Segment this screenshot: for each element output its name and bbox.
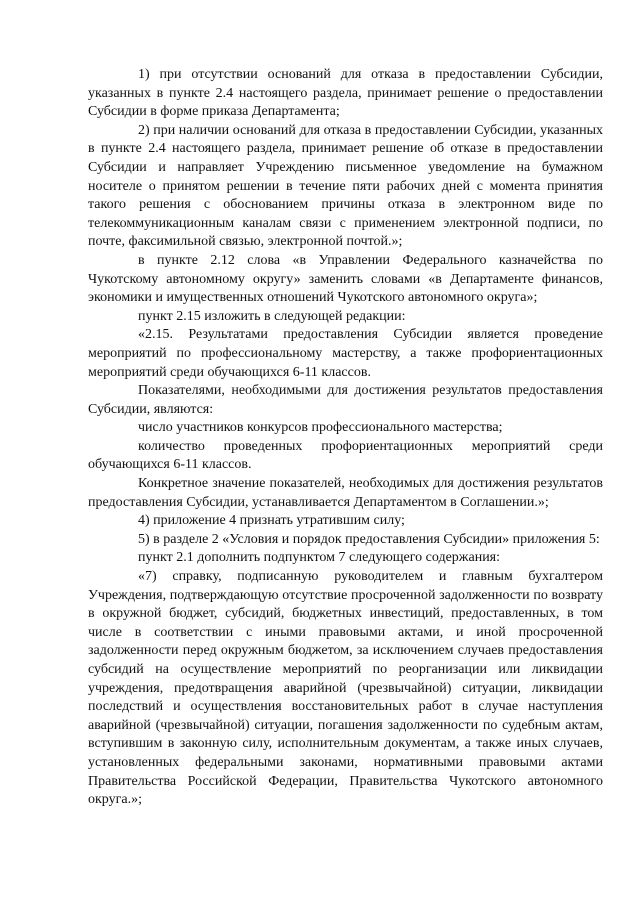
paragraph-subclause-1: 1) при отсутствии оснований для отказа в предоставлении Субсидии, указанных в пункте 2.4 настоящего раздела, принимает решение о предоставлении Субсидии в форме приказа Департамента; bbox=[88, 67, 603, 120]
paragraph-clause-2-15-results: «2.15. Результатами предоставления Субсидии является проведение мероприятий по профессиональному мастерству, а также профориентационных мероприятий среди обучающихся 6-11 классов. bbox=[88, 327, 603, 380]
paragraph-clause-2-15-intro: пункт 2.15 изложить в следующей редакции: bbox=[138, 308, 406, 324]
document-body bbox=[88, 66, 603, 810]
paragraph-appendix-4: 4) приложение 4 признать утратившим силу; bbox=[138, 513, 405, 529]
paragraph-indicators-intro: Показателями, необходимыми для достижения результатов предоставления Субсидии, являются: bbox=[88, 383, 603, 417]
paragraph-subclause-7: «7) справку, подписанную руководителем и главным бухгалтером Учреждения, подтверждающую отсутствие просроченной задолженности по возврату в окружной бюджет, субсидий, бюджетных инвестиций, предоставленных, в том числе в соответствии с иными правовыми актами, и иной просроченной задолженности перед окружным бюджетом, за исключением случаев предоставления субсидий на осуществление мероприятий по реорганизации или ликвидации учреждения, предотвращения аварийной (чрезвычайной) ситуации, ликвидации последствий и осуществления восстановительных работ в случае наступления аварийной (чрезвычайной) ситуации, погашения задолженности по судебным актам, вступившим в законную силу, исполнительным документам, а также иных случаев, установленных федеральными законами, нормативными правовыми актами Правительства Российской Федерации, Правительства Чукотского автономного округа.»; bbox=[88, 569, 603, 808]
paragraph-clause-2-12: в пункте 2.12 слова «в Управлении Федерального казначейства по Чукотскому автономному округу» заменить словами «в Департаменте финансов, экономики и имущественных отношений Чукотского автономного округа»; bbox=[88, 252, 603, 306]
paragraph-indicator-values: Конкретное значение показателей, необходимых для достижения результатов предоставления Субсидии, устанавливается Департаментом в Соглашении.»; bbox=[88, 476, 603, 510]
paragraph-appendix-5: 5) в разделе 2 «Условия и порядок предоставления Субсидии» приложения 5: bbox=[138, 531, 600, 547]
paragraph-indicator-events: количество проведенных профориентационных мероприятий среди обучающихся 6-11 классов. bbox=[88, 438, 603, 473]
paragraph-clause-2-1-intro: пункт 2.1 дополнить подпунктом 7 следующего содержания: bbox=[138, 550, 501, 566]
paragraph-indicator-participants: число участников конкурсов профессионального мастерства; bbox=[138, 420, 503, 436]
paragraph-subclause-2: 2) при наличии оснований для отказа в предоставлении Субсидии, указанных в пункте 2.4 настоящего раздела, принимает решение об отказе в предоставлении Субсидии и направляет Учреждению письменное уведомление на бумажном носителе о принятом решении в течение пяти рабочих дней с момента принятия такого решения с обоснованием причины отказа в электронном виде по телекоммуникационным каналам связи с применением электронной подписи, по почте, факсимильной связью, электронной почтой.»; bbox=[88, 122, 603, 250]
